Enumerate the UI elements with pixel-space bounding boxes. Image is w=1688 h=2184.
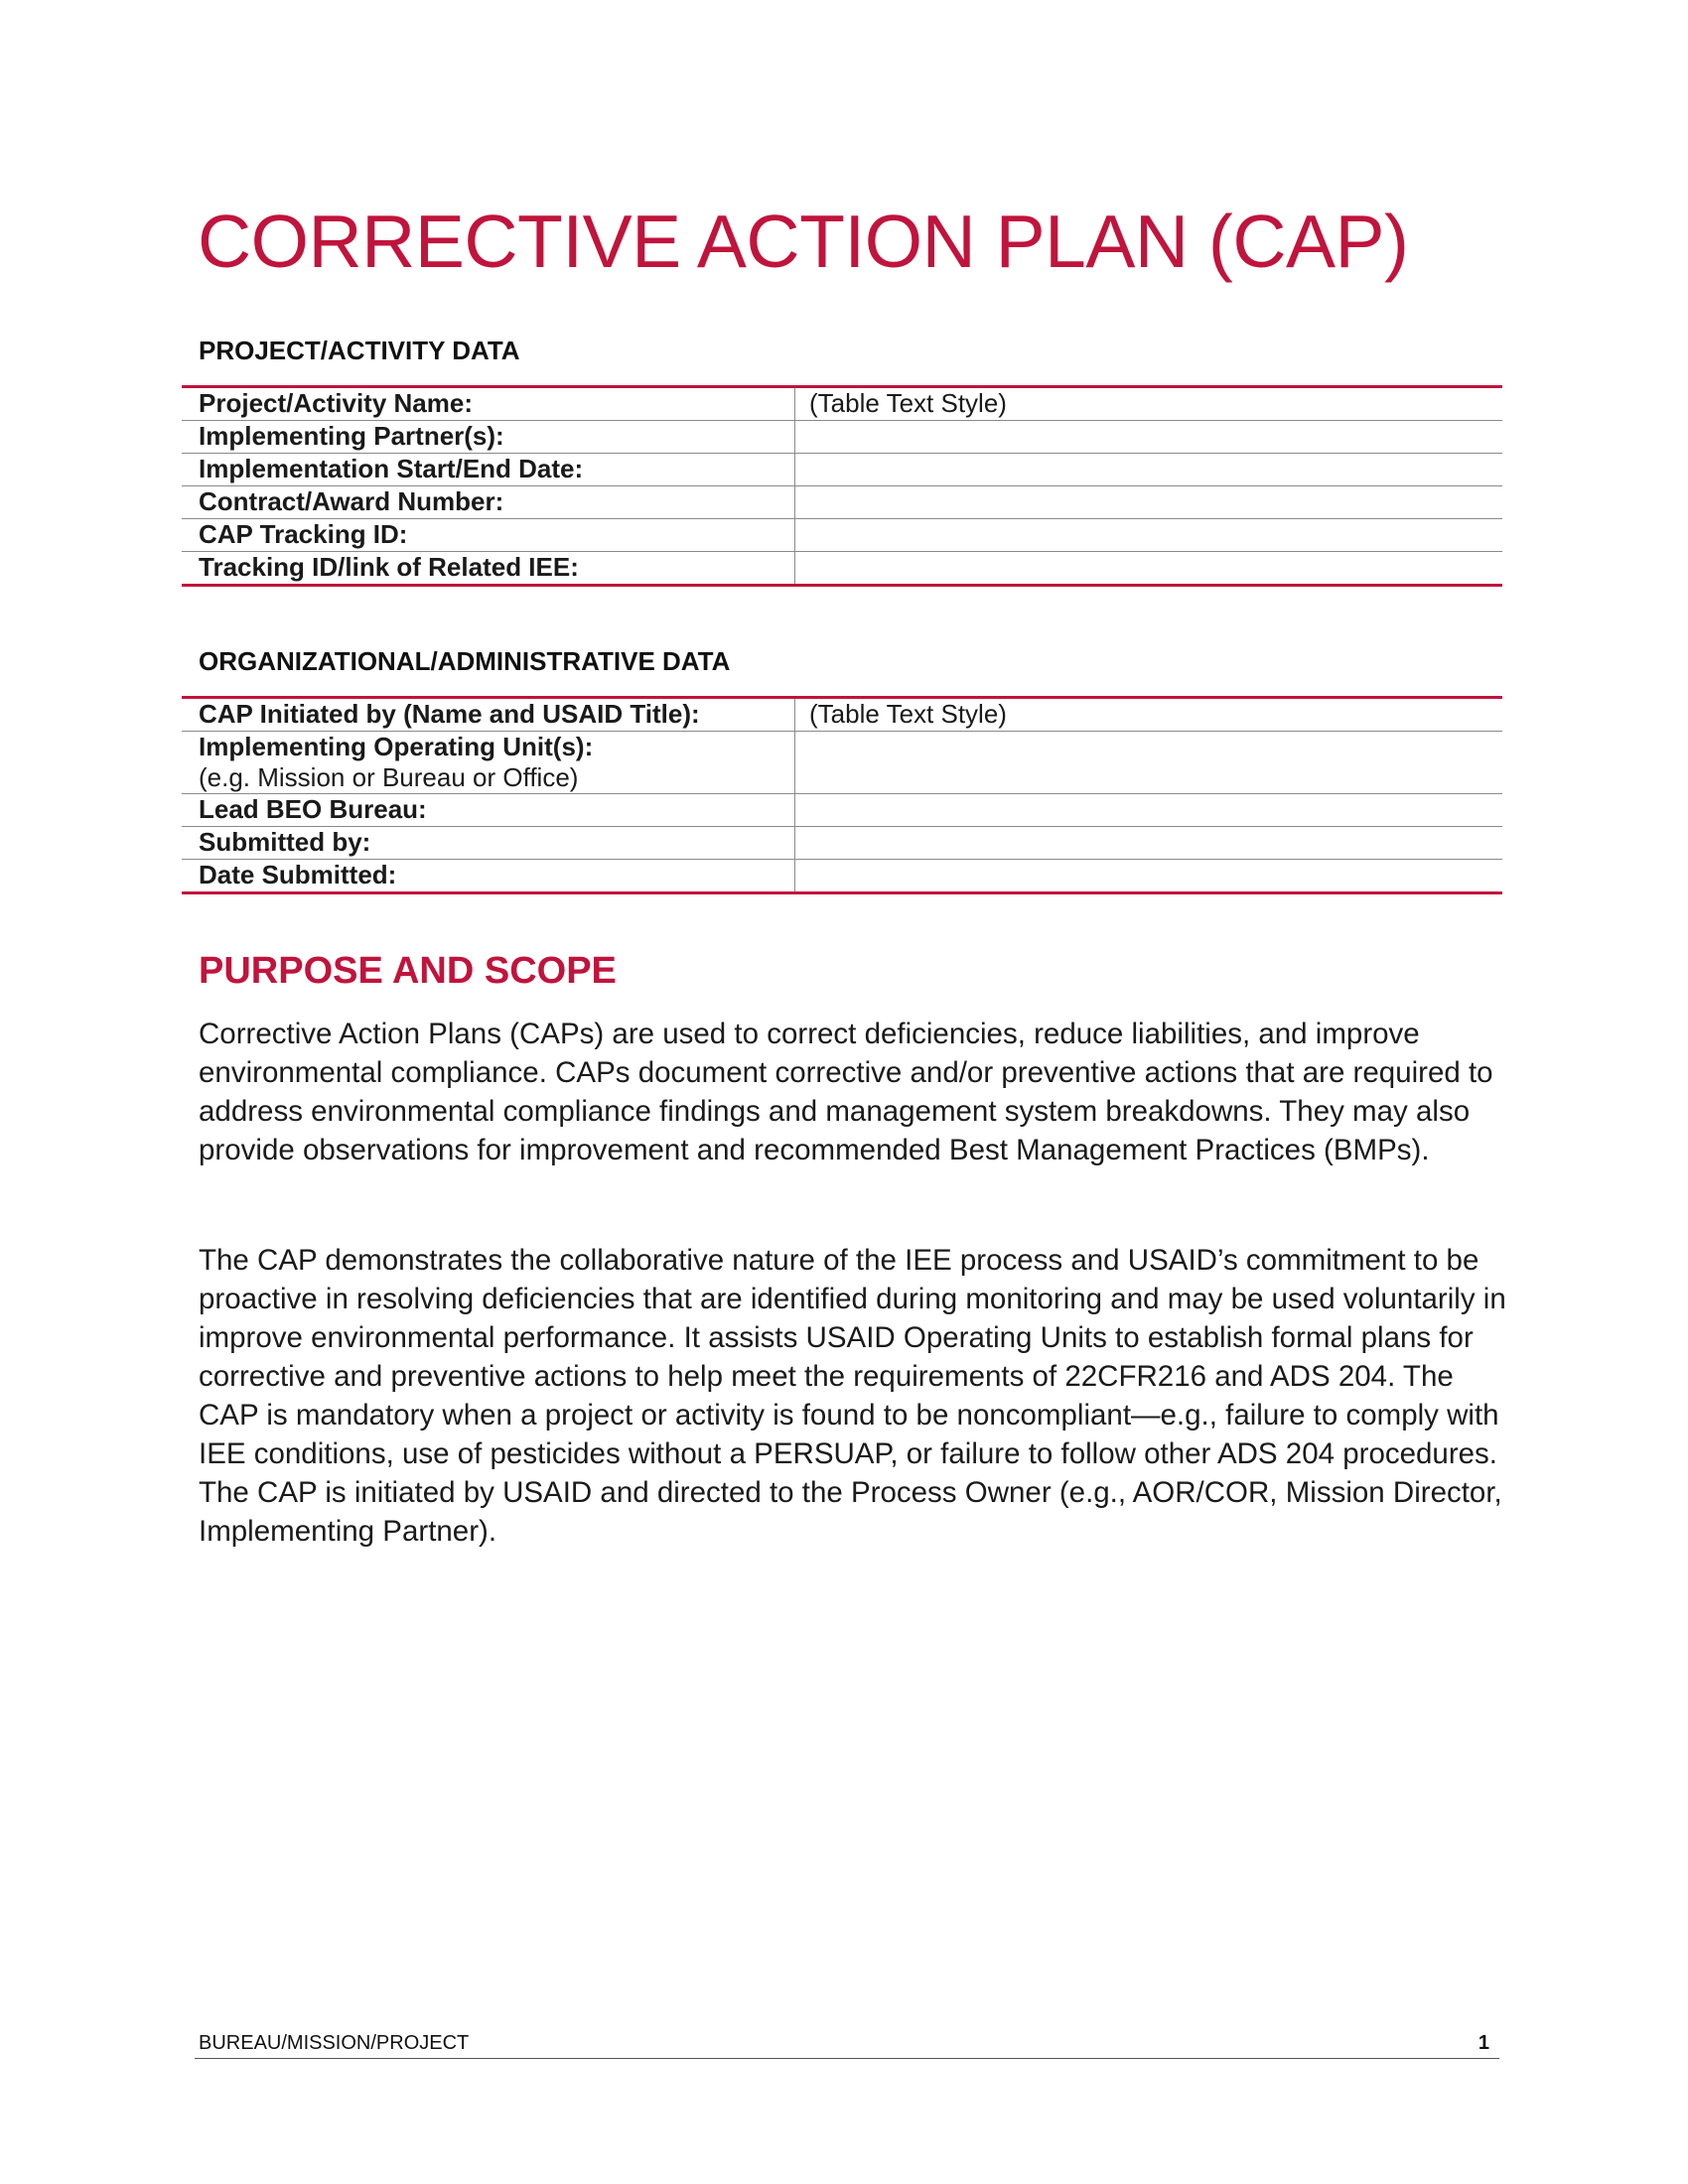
row-sublabel: (e.g. Mission or Bureau or Office)	[199, 762, 579, 792]
row-value-field[interactable]: (Table Text Style)	[795, 698, 1503, 732]
row-label: CAP Tracking ID:	[182, 519, 795, 552]
row-label: Implementing Partner(s):	[182, 421, 795, 454]
table-row	[182, 387, 1502, 421]
row-value-field[interactable]	[795, 794, 1503, 827]
table-row	[182, 421, 1502, 454]
footer-divider	[195, 2058, 1499, 2059]
row-label: Date Submitted:	[182, 860, 795, 893]
row-value-field[interactable]	[795, 732, 1503, 794]
row-label: Implementing Operating Unit(s):	[199, 732, 594, 761]
row-value-field[interactable]: (Table Text Style)	[795, 387, 1503, 421]
row-value-field[interactable]	[795, 454, 1503, 486]
row-label-cell	[182, 732, 795, 794]
project-section-heading: PROJECT/ACTIVITY DATA	[199, 336, 520, 365]
table-row	[182, 732, 1502, 794]
row-label: CAP Initiated by (Name and USAID Title):	[182, 698, 795, 732]
footer-text: BUREAU/MISSION/PROJECT	[199, 2032, 470, 2054]
table-row	[182, 454, 1502, 486]
row-label: Tracking ID/link of Related IEE:	[182, 552, 795, 586]
row-label: Contract/Award Number:	[182, 486, 795, 519]
table-row	[182, 827, 1502, 860]
row-value-field[interactable]	[795, 519, 1503, 552]
row-value-field[interactable]	[795, 827, 1503, 860]
row-label: Project/Activity Name:	[182, 387, 795, 421]
org-section-heading: ORGANIZATIONAL/ADMINISTRATIVE DATA	[199, 646, 731, 676]
project-data-table	[182, 385, 1502, 587]
table-row	[182, 794, 1502, 827]
table-row	[182, 519, 1502, 552]
document-title: CORRECTIVE ACTION PLAN (CAP)	[198, 200, 1409, 283]
row-value-field[interactable]	[795, 860, 1503, 893]
purpose-heading: PURPOSE AND SCOPE	[199, 950, 617, 992]
table-row	[182, 860, 1502, 893]
row-value-field[interactable]	[795, 421, 1503, 454]
purpose-paragraph-1: Corrective Action Plans (CAPs) are used to correct deficiencies, reduce liabilities, and improve environmental compliance. CAPs document corrective and/or preventive actions that are required to address environmental compliance findings and management system breakdowns. They may also provide observations for improvement and recommended Best Management Practices (BMPs).	[199, 1018, 1493, 1166]
row-label: Submitted by:	[182, 827, 795, 860]
table-row	[182, 698, 1502, 732]
table-row	[182, 552, 1502, 586]
row-value-field[interactable]	[795, 486, 1503, 519]
org-data-table	[182, 696, 1502, 894]
page-number: 1	[1477, 2032, 1489, 2054]
row-value-field[interactable]	[795, 552, 1503, 586]
purpose-paragraph-2: The CAP demonstrates the collaborative nature of the IEE process and USAID’s commitment to be proactive in resolving deficiencies that are identified during monitoring and may be used voluntarily in improve environmental performance. It assists USAID Operating Units to establish formal plans for corrective and preventive actions to help meet the requirements of 22CFR216 and ADS 204. The CAP is mandatory when a project or activity is found to be noncompliant—e.g., failure to comply with IEE conditions, use of pesticides without a PERSUAP, or failure to follow other ADS 204 procedures. The CAP is initiated by USAID and directed to the Process Owner (e.g., AOR/COR, Mission Director, Implementing Partner).	[199, 1244, 1506, 1548]
row-label: Lead BEO Bureau:	[182, 794, 795, 827]
table-row	[182, 486, 1502, 519]
row-label: Implementation Start/End Date:	[182, 454, 795, 486]
